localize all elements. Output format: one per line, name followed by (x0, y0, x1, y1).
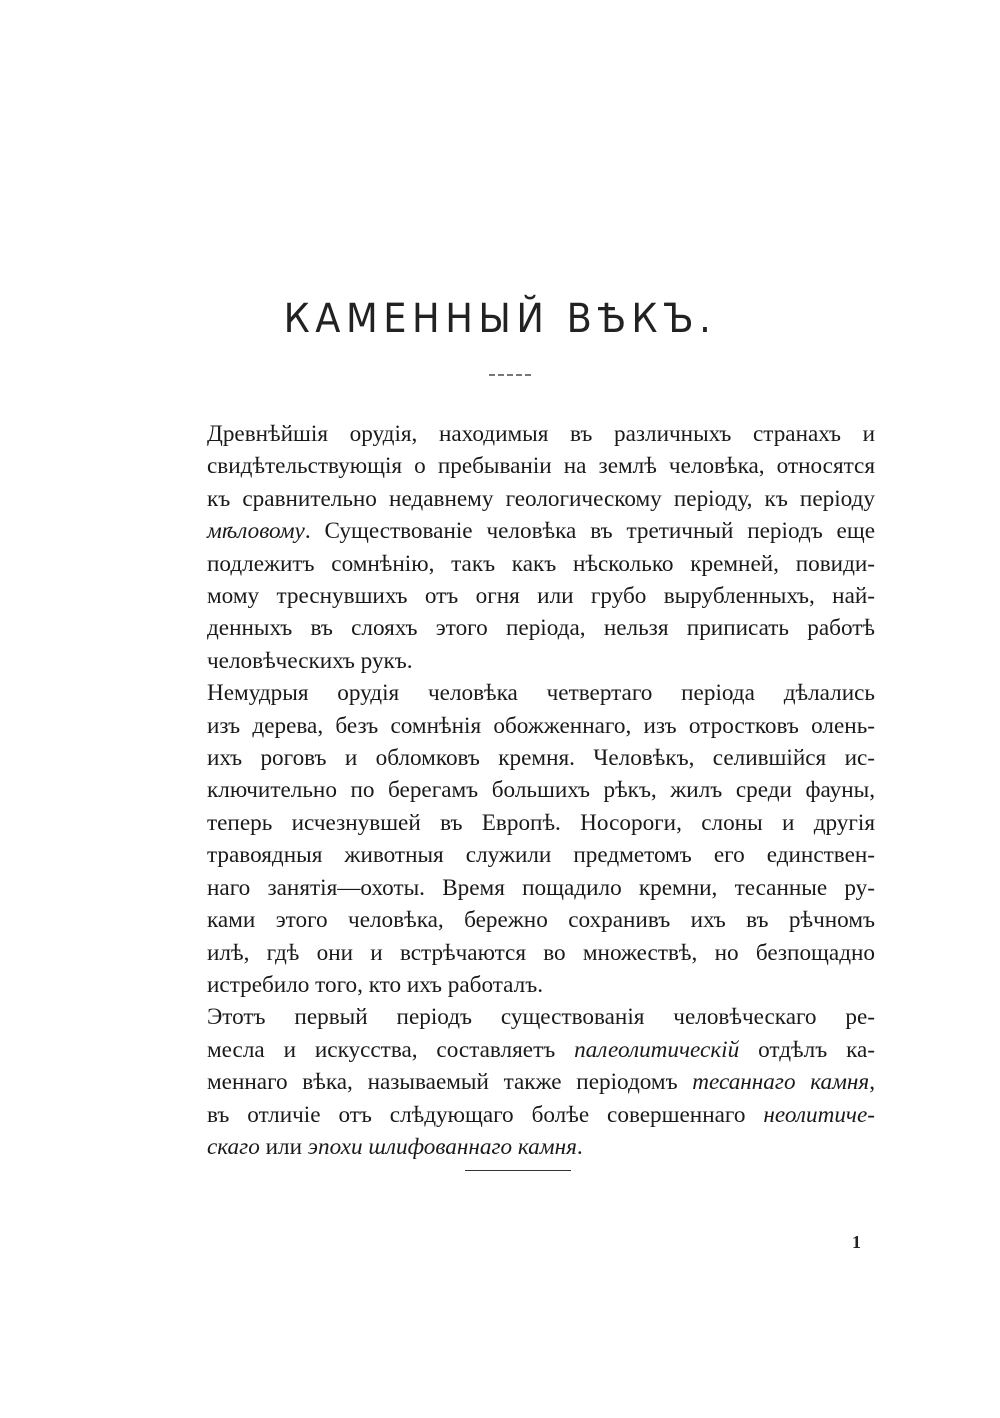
text-line (167, 774, 875, 806)
text-run: илѣ, гдѣ они и встрѣчаются во множествѣ, но безпощадно (207, 939, 875, 966)
text-run: къ сравнительно недавнему геологическому періоду, къ періоду (207, 485, 875, 512)
body-text (167, 418, 875, 1163)
text-line (167, 677, 875, 709)
italic-term: эпохи шлифованнаго камня (307, 1133, 577, 1160)
text-line (167, 1034, 875, 1066)
italic-term: неолитиче- (763, 1101, 875, 1128)
text-line (167, 645, 875, 677)
paragraph (167, 418, 875, 677)
text-run: . (576, 1133, 583, 1160)
text-line (167, 872, 875, 904)
italic-term: тесаннаго камня (692, 1069, 870, 1096)
text-line (167, 1099, 875, 1131)
text-line (167, 839, 875, 871)
text-run: теперь исчезнувшей въ Европѣ. Носороги, слоны и другія (207, 809, 875, 836)
text-run: свидѣтельствующія о пребываніи на землѣ человѣка, относятся (207, 453, 875, 480)
text-run: Немудрыя орудія человѣка четвертаго періода дѣлались (207, 680, 875, 707)
text-line (167, 904, 875, 936)
title-ornament (489, 374, 533, 376)
text-run: ками этого человѣка, бережно сохранивъ ихъ въ рѣчномъ (207, 907, 875, 934)
text-run: изъ дерева, безъ сомнѣнія обожженнаго, изъ отростковъ олень- (207, 712, 875, 739)
text-run: Древнѣйшія орудія, находимыя въ различныхъ странахъ и (207, 421, 875, 447)
text-run: Этотъ первый періодъ существованія человѣческаго ре- (207, 1004, 875, 1031)
text-run: денныхъ въ слояхъ этого періода, нельзя приписать работѣ (207, 615, 875, 642)
text-run: въ отличіе отъ слѣдующаго болѣе совершеннаго (207, 1101, 764, 1128)
text-line (167, 580, 875, 612)
text-line (167, 418, 875, 450)
text-run: мому треснувшихъ отъ огня или грубо вырубленныхъ, най- (207, 583, 875, 610)
italic-term: палеолитическій (574, 1036, 740, 1063)
text-line (167, 1131, 875, 1163)
text-line (167, 937, 875, 969)
text-run: , (869, 1069, 875, 1096)
text-run: ихъ роговъ и обломковъ кремня. Человѣкъ, селившійся ис- (207, 745, 875, 772)
chapter-title: КАМЕННЫЙ ВѢКЪ. (283, 296, 717, 342)
paragraph (167, 677, 875, 1001)
text-line (167, 483, 875, 515)
page-number: 1 (852, 1232, 861, 1252)
text-line (167, 548, 875, 580)
text-run: истребило того, кто ихъ работалъ. (207, 971, 544, 998)
text-line (167, 515, 875, 547)
text-line (167, 807, 875, 839)
text-run: меннаго вѣка, называемый также періодомъ (207, 1069, 693, 1096)
paragraph (167, 1001, 875, 1163)
text-line (167, 969, 875, 1001)
section-end-rule (465, 1170, 571, 1171)
text-run: подлежитъ сомнѣнію, такъ какъ нѣсколько кремней, повиди- (207, 550, 875, 577)
text-run: наго занятія—охоты. Время пощадило кремни, тесанные ру- (207, 874, 875, 901)
italic-term: мѣловому (207, 518, 305, 545)
text-line (167, 1066, 875, 1098)
text-run: . Существованіе человѣка въ третичный періодъ еще (304, 518, 875, 545)
text-run: ключительно по берегамъ большихъ рѣкъ, жилъ среди фауны, (207, 777, 875, 804)
text-run: отдѣлъ ка- (739, 1036, 875, 1063)
text-run: месла и искусства, составляетъ (207, 1036, 575, 1063)
text-line (167, 612, 875, 644)
text-run: травоядныя животныя служили предметомъ его единствен- (207, 842, 875, 869)
text-line (167, 450, 875, 482)
text-run: человѣческихъ рукъ. (207, 647, 413, 674)
text-line (167, 742, 875, 774)
text-line (167, 1001, 875, 1033)
text-run: или (259, 1133, 308, 1160)
text-line (167, 710, 875, 742)
italic-term: скаго (207, 1133, 260, 1160)
